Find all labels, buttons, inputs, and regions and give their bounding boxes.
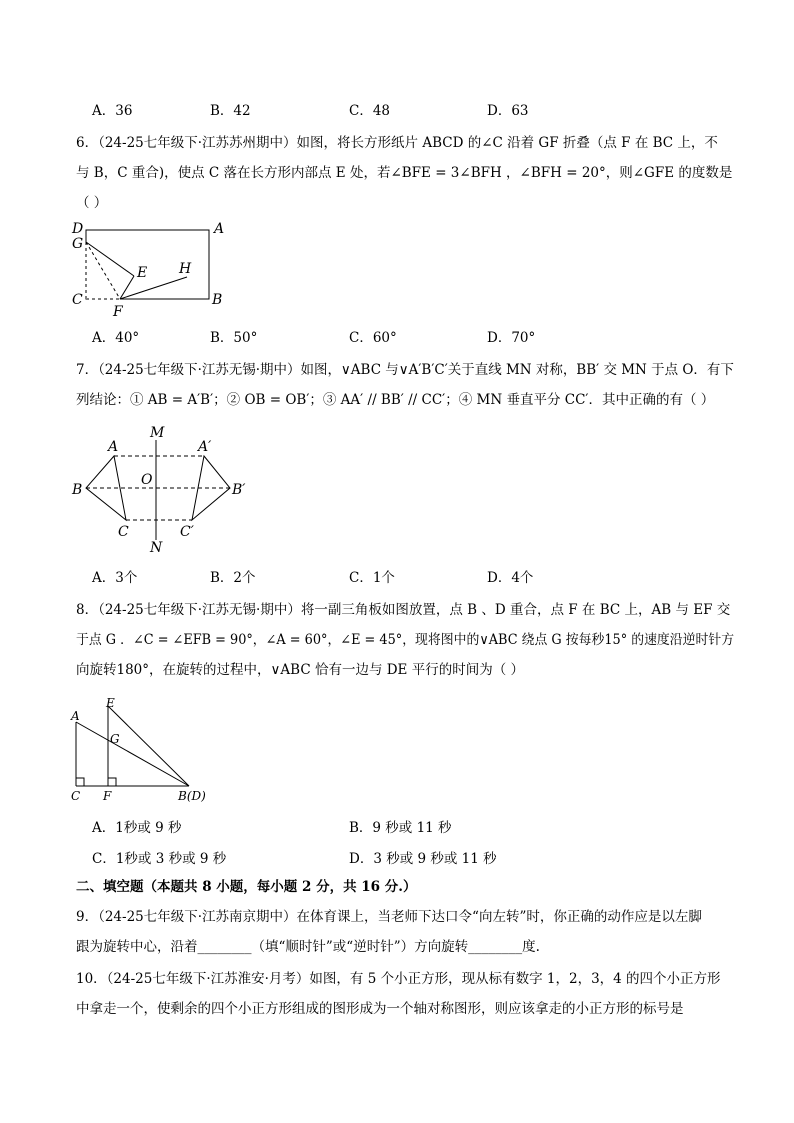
q5-option-b: B．42 — [210, 103, 251, 119]
q8-label-e: E — [106, 696, 115, 710]
q7-figure — [70, 420, 260, 560]
q8-text-line3: 向旋转180°，在旋转的过程中，∨ABC 恰有一边与 DE 平行的时间为（ ） — [76, 662, 524, 678]
q7-label-c-prime: C′ — [180, 524, 194, 540]
q7-option-b: B．2个 — [210, 570, 256, 586]
q5-option-d: D．63 — [487, 103, 529, 119]
q8-option-a: A．1秒或 9 秒 — [92, 820, 182, 836]
q6-text-line1: 6．（24-25七年级下·江苏苏州期中）如图，将长方形纸片 ABCD 的∠C 沿着 GF 折叠（点 F 在 BC 上，不 — [76, 135, 718, 151]
q6-option-a: A．40° — [92, 330, 140, 346]
q8-text-line1: 8．（24-25七年级下·江苏无锡·期中）将一副三角板如图放置，点 B 、D 重合，点 F 在 BC 上，AB 与 EF 交 — [76, 602, 731, 618]
q8-figure — [68, 694, 218, 806]
q8-label-f: F — [103, 789, 112, 803]
q9-text-line1: 9．（24-25七年级下·江苏南京期中）在体育课上，当老师下达口令“向左转”时，你正确的动作应是以左脚 — [76, 909, 702, 925]
q7-label-b-prime: B′ — [232, 482, 246, 498]
q8-option-d: D．3 秒或 9 秒或 11 秒 — [349, 851, 497, 867]
q8-label-g: G — [110, 732, 120, 746]
q6-option-b: B．50° — [210, 330, 258, 346]
q6-label-h: H — [179, 261, 192, 277]
q6-label-b: B — [212, 292, 223, 308]
section2-heading: 二、填空题（本题共 8 小题，每小题 2 分，共 16 分.） — [76, 879, 417, 895]
q9-text-line2: 跟为旋转中心，沿着________（填“顺时针”或“逆时针”）方向旋转________度. — [76, 939, 540, 955]
q7-label-a-prime: A′ — [198, 439, 212, 455]
q8-label-c: C — [71, 789, 81, 803]
q7-text-line2: 列结论：① AB = A′B′；② OB = OB′；③ AA′ // BB′ // CC′；④ MN 垂直平分 CC′．其中正确的有（ ） — [76, 392, 715, 408]
q6-label-c: C — [72, 292, 83, 308]
q7-label-o: O — [141, 472, 153, 488]
q8-option-b: B．9 秒或 11 秒 — [349, 820, 452, 836]
q6-option-c: C．60° — [349, 330, 397, 346]
q10-text-line2: 中拿走一个，使剩余的四个小正方形组成的图形成为一个轴对称图形，则应该拿走的小正方形的标号是 — [76, 1001, 684, 1017]
q10-text-line1: 10．（24-25七年级下·江苏淮安·月考）如图，有 5 个小正方形，现从标有数字 1，2，3，4 的四个小正方形 — [76, 971, 721, 987]
q6-label-e: E — [137, 265, 148, 281]
q7-text-line1: 7．（24-25七年级下·江苏无锡·期中）如图，∨ABC 与∨A′B′C′关于直线 MN 对称，BB′ 交 MN 于点 O．有下 — [76, 362, 734, 378]
q6-label-a: A — [214, 221, 225, 237]
q7-label-c: C — [118, 524, 129, 540]
q8-text-line2: 于点 G ．∠C = ∠EFB = 90°，∠A = 60°，∠E = 45°，现将图中的∨ABC 绕点 G 按每秒15° 的速度沿逆时针方 — [76, 632, 735, 648]
q7-option-a: A．3个 — [92, 570, 138, 586]
q7-label-b: B — [72, 482, 83, 498]
q7-option-d: D．4个 — [487, 570, 534, 586]
q8-label-b-d: B(D) — [178, 789, 206, 803]
q6-label-d: D — [72, 221, 84, 237]
q7-option-c: C．1个 — [349, 570, 395, 586]
q5-option-c: C．48 — [349, 103, 391, 119]
q6-text-line3: （ ） — [76, 195, 108, 211]
q6-text-line2: 与 B，C 重合)，使点 C 落在长方形内部点 E 处，若∠BFE = 3∠BFH ，∠BFH = 20°，则∠GFE 的度数是 — [76, 165, 733, 181]
q6-label-g: G — [72, 236, 84, 252]
q8-label-a: A — [71, 709, 80, 723]
q5-option-a: A．36 — [92, 103, 133, 119]
q7-label-a: A — [108, 439, 119, 455]
q8-option-c: C．1秒或 3 秒或 9 秒 — [92, 851, 227, 867]
q6-figure — [70, 220, 240, 320]
q6-option-d: D．70° — [487, 330, 536, 346]
q6-label-f: F — [113, 304, 123, 320]
q7-label-m: M — [150, 425, 165, 441]
q7-label-n: N — [150, 540, 163, 556]
